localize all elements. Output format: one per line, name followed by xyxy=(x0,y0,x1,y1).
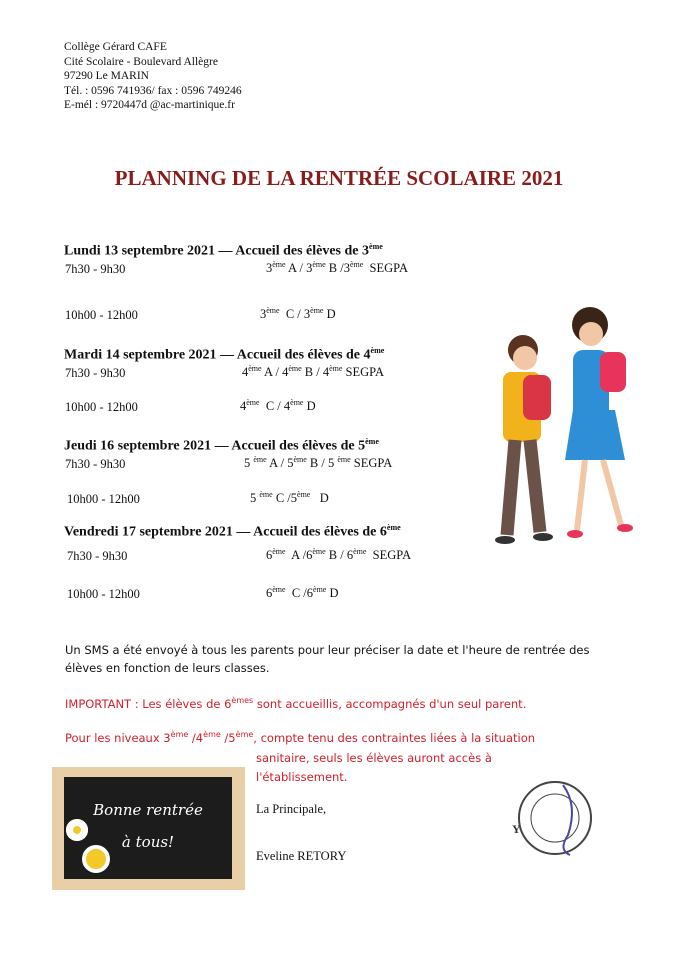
text-run: Jeudi 16 septembre 2021 — Accueil des élèves de 5 xyxy=(64,438,366,454)
superscript: ème xyxy=(293,455,307,464)
text-run: , compte tenu des contraintes liées à la situation xyxy=(253,730,536,745)
svg-text:Y: Y xyxy=(512,822,521,836)
slot-time: 10h00 - 12h00 xyxy=(67,492,140,506)
superscript: ème xyxy=(310,306,324,315)
text-run: D xyxy=(326,586,339,601)
slot-time: 10h00 - 12h00 xyxy=(67,587,140,601)
text-run: 5 xyxy=(244,456,254,471)
text-run: B / 4 xyxy=(301,365,330,380)
superscript: ème xyxy=(266,306,280,315)
slot-time: 10h00 - 12h00 xyxy=(65,308,138,322)
notice-line: sanitaire, seuls les élèves auront accès à xyxy=(256,751,492,765)
superscript: ème xyxy=(288,364,302,373)
text-run: SEGPA xyxy=(363,261,408,276)
superscript: èmes xyxy=(231,696,254,705)
important-notice xyxy=(65,696,526,711)
text-run: 6 xyxy=(266,548,273,563)
daisy-icon xyxy=(66,819,88,841)
daisy-icon xyxy=(82,845,110,873)
text-run: B /3 xyxy=(325,261,350,276)
slot-time: 7h30 - 9h30 xyxy=(67,549,128,563)
text-run: A / 5 xyxy=(266,456,294,471)
address-line: E-mél : 9720447d @ac-martinique.fr xyxy=(64,99,235,111)
slot-classes xyxy=(240,398,316,414)
text-run: C / 4 xyxy=(259,399,291,414)
superscript: ème xyxy=(369,242,383,251)
superscript: ème xyxy=(329,364,343,373)
text-run: 4 xyxy=(242,365,249,380)
levels-notice xyxy=(65,730,535,745)
chalkboard-text: Bonne rentrée xyxy=(93,801,203,819)
day-heading xyxy=(64,437,379,455)
school-stamp xyxy=(508,775,598,860)
superscript: ème xyxy=(312,547,326,556)
day-heading xyxy=(64,523,401,541)
text-run: Vendredi 17 septembre 2021 — Accueil des élèves de 6 xyxy=(64,524,387,540)
superscript: ème xyxy=(253,455,267,464)
text-run: SEGPA xyxy=(350,456,393,471)
students-illustration xyxy=(485,300,645,550)
chalkboard-image xyxy=(52,767,245,890)
slot-time: 7h30 - 9h30 xyxy=(65,457,126,471)
text-run: SEGPA xyxy=(342,365,384,380)
superscript: ème xyxy=(272,585,286,594)
day-heading xyxy=(64,242,383,260)
text-run: Mardi 14 septembre 2021 — Accueil des élèves de 4 xyxy=(64,347,371,363)
text-run: Pour les niveaux 3 xyxy=(65,730,171,745)
superscript: ème xyxy=(259,490,273,499)
slot-classes xyxy=(244,455,392,471)
signatory-name: Eveline RETORY xyxy=(256,849,347,863)
sms-notice: Un SMS a été envoyé à tous les parents pour leur préciser la date et l'heure de rentrée des élèves en fonction de leurs classes. xyxy=(65,643,590,675)
slot-classes xyxy=(242,364,384,380)
superscript: ème xyxy=(235,730,254,739)
slot-time: 7h30 - 9h30 xyxy=(65,262,126,276)
text-run: 3 xyxy=(260,307,267,322)
text-run: 3 xyxy=(266,261,273,276)
superscript: ème xyxy=(203,730,221,739)
superscript: ème xyxy=(297,490,311,499)
slot-classes xyxy=(260,306,336,322)
superscript: ème xyxy=(312,260,326,269)
text-run: 6 xyxy=(266,586,273,601)
address-line: Tél. : 0596 741936/ fax : 0596 749246 xyxy=(64,84,242,97)
page-title: PLANNING DE LA RENTRÉE SCOLAIRE 2021 xyxy=(114,166,564,190)
text-run: 4 xyxy=(240,399,247,414)
address-line: Cité Scolaire - Boulevard Allègre xyxy=(64,55,218,68)
address-line: Collège Gérard CAFE xyxy=(64,41,167,53)
text-run: C / 3 xyxy=(279,307,311,322)
text-run: D xyxy=(310,491,329,506)
text-run: B / 6 xyxy=(325,548,354,563)
text-run: /4 xyxy=(188,730,204,745)
superscript: ème xyxy=(365,437,379,446)
text-run: 5 xyxy=(250,491,260,506)
text-run: C /6 xyxy=(285,586,314,601)
superscript: ème xyxy=(386,523,401,532)
chalkboard-text: à tous! xyxy=(121,833,175,851)
text-run: sont accueillis, accompagnés d'un seul parent. xyxy=(253,696,527,711)
slot-classes xyxy=(266,585,339,601)
superscript: ème xyxy=(290,398,304,407)
superscript: ème xyxy=(246,398,260,407)
superscript: ème xyxy=(337,455,351,464)
superscript: ème xyxy=(349,260,364,269)
address-line: 97290 Le MARIN xyxy=(64,70,149,82)
slot-classes xyxy=(250,490,329,506)
superscript: ème xyxy=(370,346,385,355)
slot-time: 7h30 - 9h30 xyxy=(65,366,126,380)
superscript: ème xyxy=(313,585,327,594)
text-run: /5 xyxy=(220,730,236,745)
day-heading xyxy=(64,346,384,364)
text-run: B / 5 xyxy=(306,456,338,471)
superscript: ème xyxy=(272,547,286,556)
slot-classes xyxy=(266,260,408,276)
school-address xyxy=(64,40,242,113)
text-run: SEGPA xyxy=(366,548,412,563)
superscript: ème xyxy=(272,260,286,269)
superscript: ème xyxy=(353,547,367,556)
text-run: A / 3 xyxy=(285,261,313,276)
text-run: A /6 xyxy=(285,548,313,563)
slot-time: 10h00 - 12h00 xyxy=(65,400,138,414)
text-run: Lundi 13 septembre 2021 — Accueil des élèves de 3 xyxy=(64,243,370,259)
slot-classes xyxy=(266,547,411,563)
superscript: ème xyxy=(170,730,189,739)
superscript: ème xyxy=(248,364,262,373)
text-run: D xyxy=(323,307,336,322)
notice-line: l'établissement. xyxy=(256,770,348,784)
text-run: A / 4 xyxy=(261,365,289,380)
text-run: D xyxy=(303,399,316,414)
levels-notice-continued xyxy=(256,749,492,787)
text-run: C /5 xyxy=(272,491,298,506)
signatory-role: La Principale, xyxy=(256,802,327,816)
text-run: IMPORTANT : Les élèves de 6 xyxy=(65,696,232,711)
